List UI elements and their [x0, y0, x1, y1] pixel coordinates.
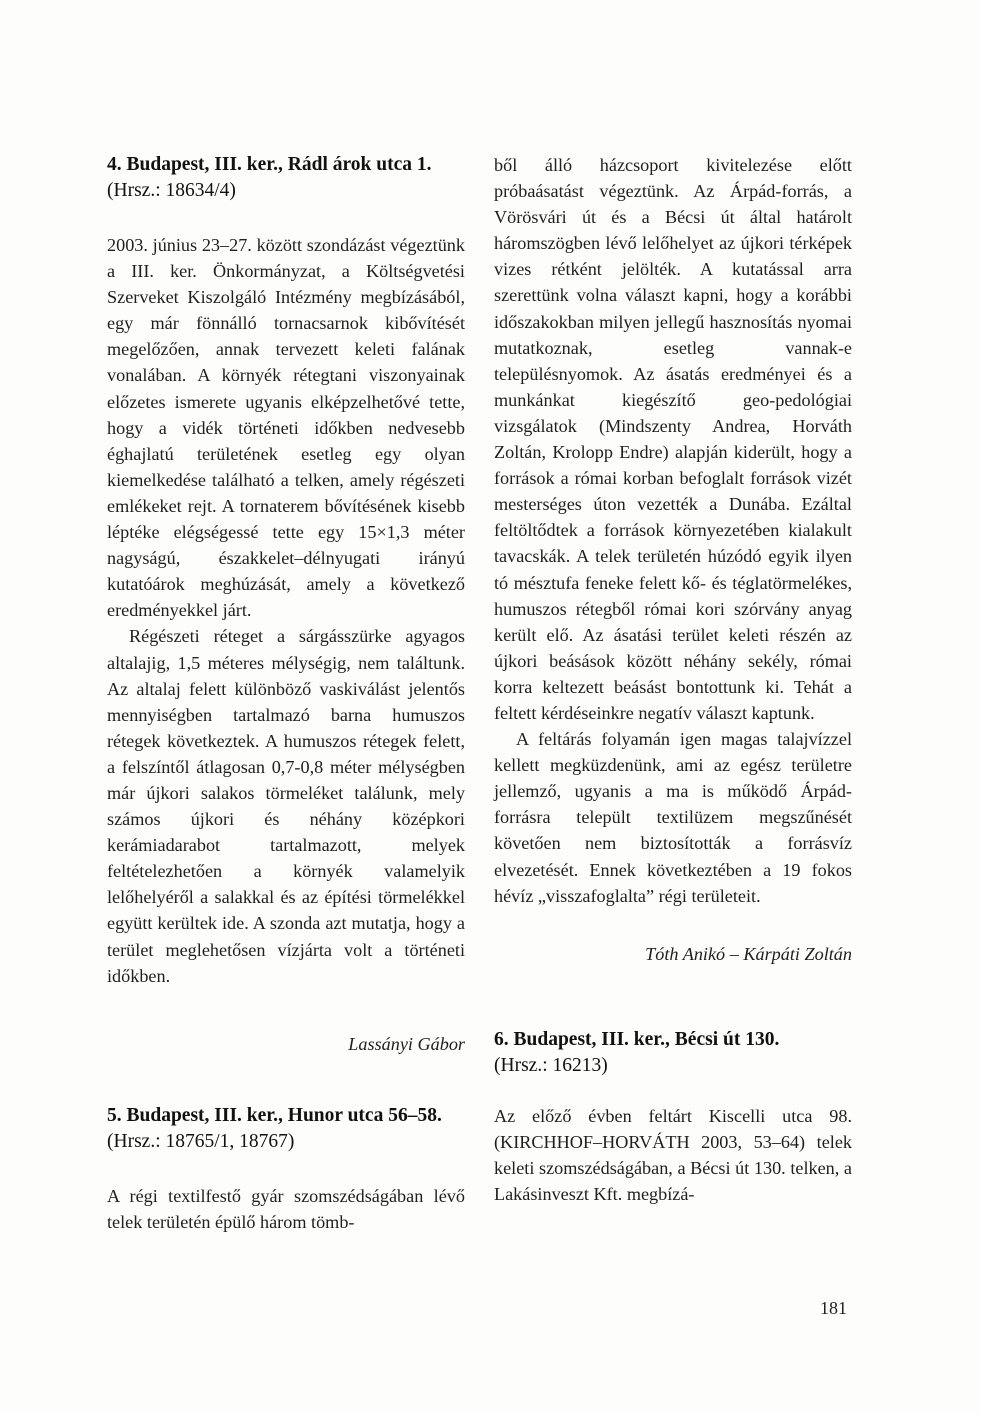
- section-5-paragraph-1: A régi textilfestő gyár szomszédságában lévő telek területén épülő három tömb-: [107, 1185, 465, 1232]
- section-4-author: Lassányi Gábor: [348, 1033, 465, 1054]
- section-6-paragraph-1: Az előző évben feltárt Kiscelli utca 98. (KIRCHHOF–HORVÁTH 2003, 53–64) telek keleti szomszédságában, a Bécsi út 130. telken, a Lakásinveszt Kft. megbízá-: [494, 1105, 852, 1204]
- section-4-title: 4. Budapest, III. ker., Rádl árok utca 1.: [107, 154, 432, 175]
- section-6-hrsz: (Hrsz.: 16213): [494, 1054, 608, 1076]
- section-4-paragraph-2: Régészeti réteget a sárgásszürke agyagos altalajig, 1,5 méteres mélységig, nem találtunk. Az altalaj felett különböző vaskiválást jelentős mennyiségben tartalmazó barna humuszos rétegek következtek. A humuszos rétegek felett, a felszíntől átlagosan 0,7-0,8 méter mélységben már újkori salakos törmeléket találunk, mely számos újkori és néhány középkori kerámiadarabot tartalmazott, melyek feltételezhetően a környék valamelyik lelőhelyéről a salakkal és az építési törmelékkel együtt kerültek ide. A szonda azt mutatja, hogy a terület meglehetősen vízjárta volt a történeti időkben.: [107, 626, 465, 986]
- section-4-paragraph-1: 2003. június 23–27. között szondázást végeztünk a III. ker. Önkormányzat, a Költségvetési Szerveket Kiszolgáló Intézmény megbízásából, egy már fönnálló tornacsarnok kibővítését megelőzően, annak tervezett keleti falának vonalában. A környék rétegtani viszonyainak előzetes ismerete ugyanis elképzelhetővé tette, hogy a vidék történeti időkben nedvesebb éghajlatú területének esetleg egy olyan kiemelkedése található a telken, amely régészeti emlékeket rejt. A tornaterem bővítésének kisebb léptéke elégségessé tette egy 15×1,3 méter nagyságú, északkelet–délnyugati irányú kutatóárok meghúzását, amely a következő eredményekkel járt.: [107, 235, 465, 621]
- section-4-hrsz: (Hrsz.: 18634/4): [107, 180, 236, 201]
- section-5-title: 5. Budapest, III. ker., Hunor utca 56–58.: [107, 1104, 442, 1126]
- section-5-paragraph-1-continued: ből álló házcsoport kivitelezése előtt próbaásatást végeztünk. Az Árpád-forrás, a Vörösvári út és a Bécsi út által határolt háromszögben lévő lelőhelyet az újkori térképek vizes rétként jelölték. A kutatással arra szerettünk volna választ kapni, hogy a korábbi időszakokban milyen jellegű hasznosítás nyomai mutatkoznak, esetleg vannak-e településnyomok. Az ásatás eredményei és a munkánkat kiegészítő geo-pedológiai vizsgálatok (Mindszenty Andrea, Horváth Zoltán, Krolopp Endre) alapján kiderült, hogy a források a római korban befoglalt források vizét mesterséges úton vezették a Dunába. Ezáltal feltöltődtek a források környezetében kialakult tavacskák. A telek területén húzódó egyik ilyen tó mésztufa feneke felett kő- és téglatörmelékes, humuszos rétegből római kori szórvány anyag került elő. Az ásatási terület keleti részén az újkori beásások között néhány sekély, római korra keltezett beásást bontottunk ki. Tehát a feltett kérdéseinkre negatív választ kaptunk.: [494, 155, 852, 723]
- section-5-paragraph-2: A feltárás folyamán igen magas talajvízzel kellett megküzdenünk, ami az egész területre jellemző, ugyanis a ma is működő Árpád-forrásra települt textilüzem megszűnését követően nem biztosították a forrásvíz elvezetését. Ennek következtében a 19 fokos hévíz „visszafoglalta” régi területeit.: [494, 729, 852, 906]
- page-number: 181: [820, 1298, 847, 1318]
- left-column: [107, 152, 465, 1235]
- right-column: [494, 152, 852, 1207]
- section-5-hrsz: (Hrsz.: 18765/1, 18767): [107, 1130, 295, 1152]
- section-5-author: Tóth Anikó – Kárpáti Zoltán: [645, 943, 852, 964]
- section-6-title: 6. Budapest, III. ker., Bécsi út 130.: [494, 1028, 780, 1050]
